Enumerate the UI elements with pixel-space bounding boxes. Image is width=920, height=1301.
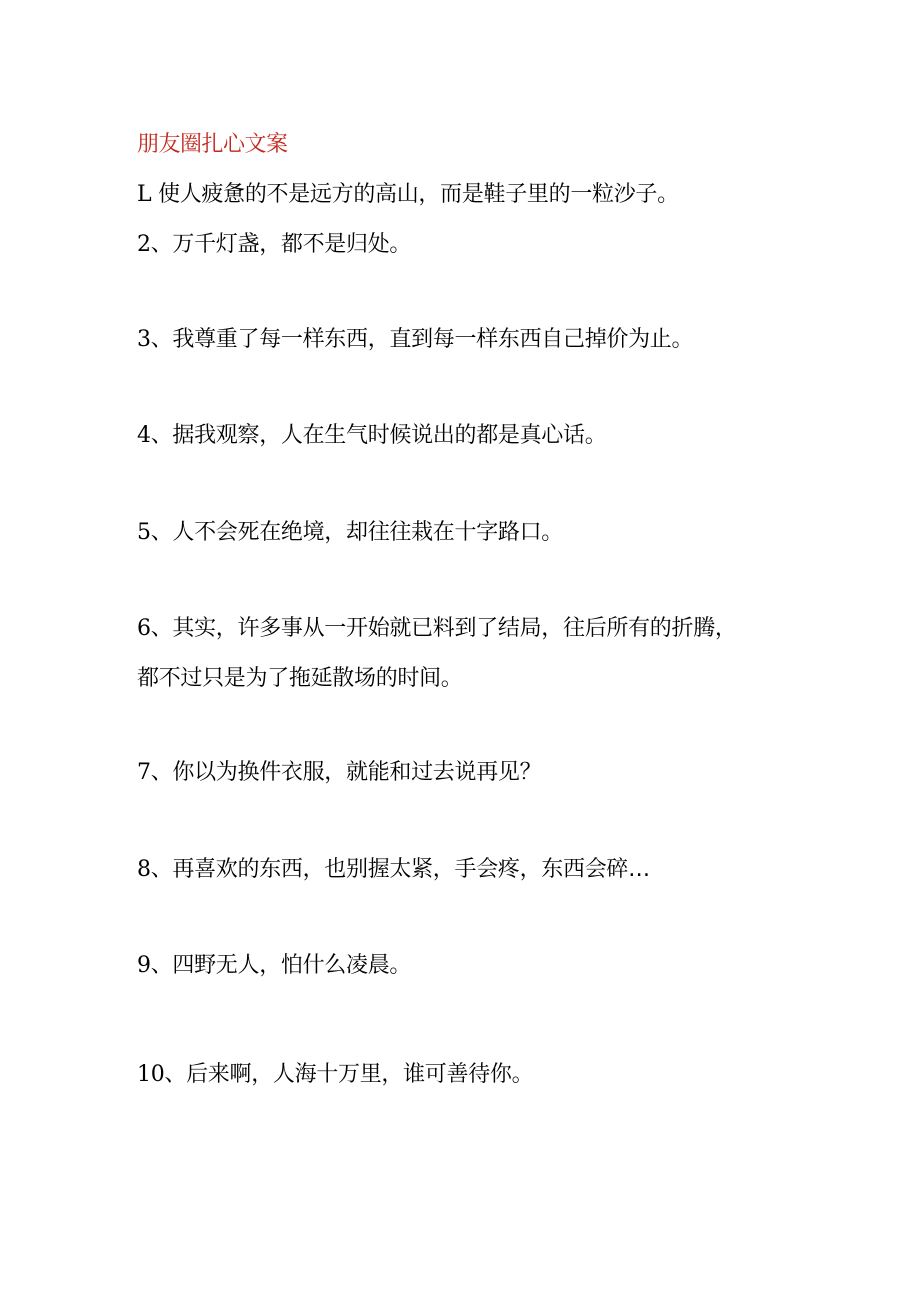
quote-separator: 、 [150, 327, 173, 352]
quote-line [137, 604, 787, 654]
quote-line [137, 170, 787, 220]
quote-item-3 [137, 315, 787, 365]
quote-separator: 、 [150, 232, 173, 257]
quote-text: 人不会死在绝境，却往往栽在十字路口。 [172, 520, 564, 545]
quote-number: 10 [137, 1062, 165, 1087]
quote-separator: 、 [150, 423, 173, 448]
quote-separator: 、 [150, 953, 173, 978]
quote-line [137, 411, 787, 461]
quote-text: 使人疲惫的不是远方的高山，而是鞋子里的一粒沙子。 [158, 182, 679, 207]
quote-item-9 [137, 941, 787, 991]
quote-text: 其实，许多事从一开始就已料到了结局，往后所有的折腾， [172, 616, 737, 641]
quote-line [137, 315, 787, 365]
quote-text: 我尊重了每一样东西，直到每一样东西自己掉价为止。 [172, 327, 694, 352]
quote-item-1 [137, 170, 787, 220]
document-title: 朋友圈扎心文案 [137, 132, 288, 157]
quote-separator [151, 182, 158, 207]
quote-line [137, 941, 787, 991]
quote-line-continued: 都不过只是为了拖延散场的时间。 [137, 666, 463, 691]
quote-number: 8 [137, 857, 151, 882]
quote-text: 后来啊，人海十万里，谁可善待你。 [186, 1062, 534, 1087]
quote-separator: 、 [150, 760, 173, 785]
quote-separator: 、 [150, 520, 173, 545]
quote-line [137, 748, 787, 798]
quote-line [137, 220, 787, 270]
quote-number: L [137, 182, 152, 207]
quote-number: 5 [137, 520, 151, 545]
quote-line [137, 508, 787, 558]
quote-separator: 、 [164, 1062, 187, 1087]
quote-item-2 [137, 220, 787, 270]
quote-separator: 、 [150, 616, 173, 641]
quote-number: 4 [137, 423, 151, 448]
quote-text: 再喜欢的东西，也别握太紧，手会疼，东西会碎… [172, 857, 650, 882]
quote-item-8 [137, 845, 787, 895]
quote-line [137, 1050, 787, 1100]
quote-number: 6 [137, 616, 151, 641]
quote-number: 2 [137, 232, 151, 257]
quote-line [137, 845, 787, 895]
quote-item-7 [137, 748, 787, 798]
quote-number: 7 [137, 760, 151, 785]
quote-text: 据我观察，人在生气时候说出的都是真心话。 [172, 423, 607, 448]
quote-text: 四野无人，怕什么凌晨。 [172, 953, 412, 978]
quote-number: 9 [137, 953, 151, 978]
quote-item-6 [137, 604, 787, 704]
quote-separator: 、 [150, 857, 173, 882]
quote-item-5 [137, 508, 787, 558]
quote-item-4 [137, 411, 787, 461]
quote-text: 你以为换件衣服，就能和过去说再见？ [172, 760, 542, 785]
quote-text: 万千灯盏，都不是归处。 [172, 232, 412, 257]
quote-number: 3 [137, 327, 151, 352]
quote-item-10 [137, 1050, 787, 1100]
